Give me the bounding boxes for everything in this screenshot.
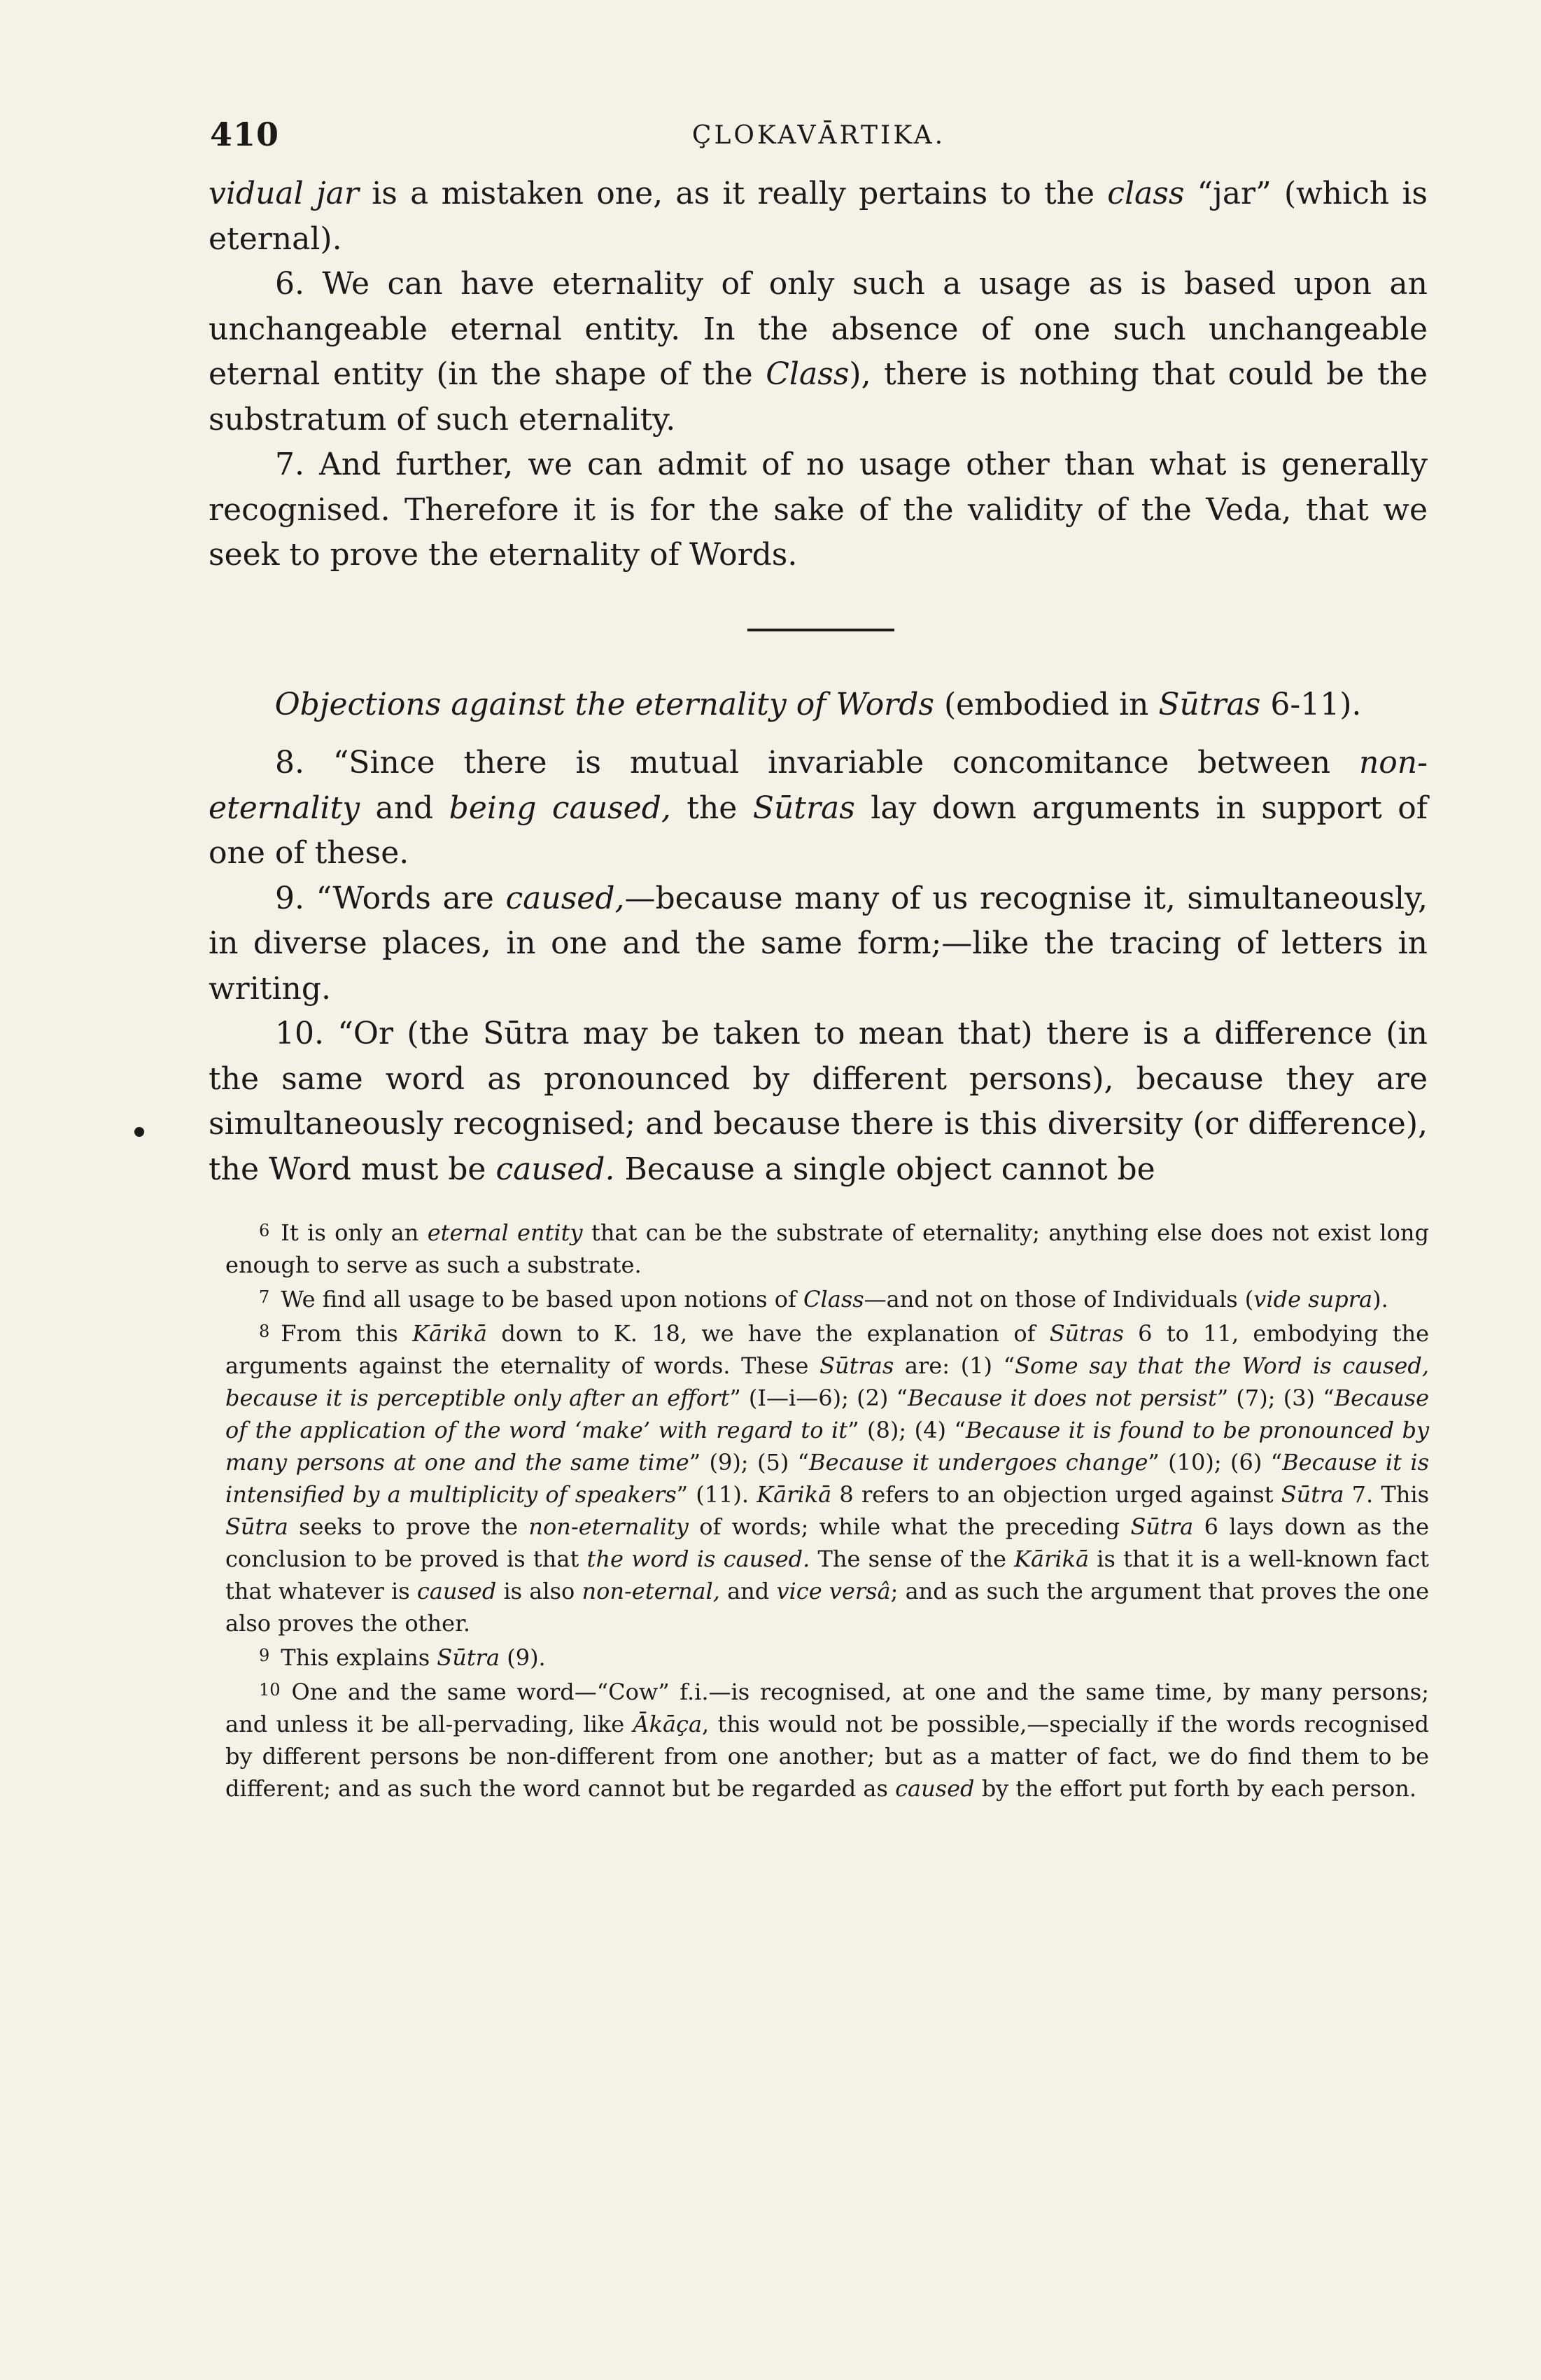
objections-text	[209, 741, 1428, 1192]
text-run: —and not on those of Individuals (	[864, 1286, 1254, 1312]
text-run: (9).	[500, 1644, 546, 1671]
text-run: seeks to prove the	[288, 1513, 529, 1540]
italic-text: Because it undergoes change	[809, 1449, 1148, 1476]
main-text	[209, 172, 1428, 578]
italic-text: caused.	[495, 1151, 615, 1187]
text-run: ” (9); (5) “	[689, 1449, 810, 1476]
italic-text: non-eternality	[209, 745, 1428, 826]
italic-text: Because of the application of the word ‘make’ with regard to it	[225, 1385, 1430, 1443]
running-title: ÇLOKAVĀRTIKA.	[691, 121, 946, 150]
footnote-7	[225, 1281, 1429, 1315]
italic-text: caused	[895, 1775, 975, 1802]
footnote-marker: 7	[259, 1287, 270, 1307]
paragraph-10	[209, 1011, 1428, 1192]
text-run: Because a single object cannot be	[614, 1151, 1155, 1187]
text-run: 10. “Or (the Sūtra may be taken to mean that) there is a difference (in the same word as pronounced by different persons), because they are simultaneously recognised; and because there is this diversity (or difference), the Word must be	[209, 1016, 1428, 1187]
italic-text: being caused,	[449, 790, 671, 826]
footnote-6	[225, 1214, 1429, 1281]
italic-text: class	[1107, 176, 1185, 211]
italic-text: Sūtra	[437, 1644, 500, 1671]
text-run: 9. “Words are	[275, 880, 506, 916]
footnotes	[225, 1214, 1429, 1805]
italic-text: the word is caused.	[586, 1546, 810, 1572]
text-run: and	[360, 790, 449, 826]
paragraph-continuation	[209, 172, 1428, 262]
italic-text: Sūtra	[1130, 1513, 1194, 1540]
text-run: —because many of us recognise it, simultaneously, in diverse places, in one and the same form;—like the tracing of letters in writing.	[209, 880, 1428, 1007]
footnote-text	[225, 1219, 1429, 1278]
text-run: is also	[496, 1578, 582, 1604]
italic-text: Some say that the Word is caused, because it is perceptible only after an effort	[225, 1352, 1430, 1411]
italic-text: vidual jar	[209, 176, 359, 211]
page-number: 410	[210, 115, 280, 153]
running-head	[210, 115, 1428, 158]
italic-text: caused	[416, 1578, 497, 1604]
italic-text: Kārikā	[412, 1320, 488, 1347]
text-run: (embodied in	[934, 687, 1159, 722]
italic-text: Kārikā	[1014, 1546, 1090, 1572]
italic-text: non-eternality	[528, 1513, 689, 1540]
footnote-marker: 10	[259, 1680, 281, 1700]
italic-text: Class	[803, 1286, 864, 1312]
italic-text: Ākāça	[633, 1711, 703, 1737]
italic-text: Sūtras	[752, 790, 855, 826]
text-run: “jar” (which is eternal).	[209, 176, 1428, 257]
italic-text: Sūtras	[1049, 1320, 1124, 1347]
text-run: The sense of the	[810, 1546, 1015, 1572]
italic-text: Sūtras	[1158, 687, 1261, 722]
footnote-8	[225, 1315, 1429, 1639]
italic-text: Sūtra	[1281, 1481, 1344, 1508]
text-run: lay down arguments in support of one of these.	[209, 790, 1428, 871]
italic-text: Because it is intensified by a multiplicity of speakers	[225, 1449, 1430, 1508]
footnote-text	[225, 1679, 1429, 1802]
text-run: One and the same word—“Cow” f.i.—is recognised, at one and the same time, by many persons; and unless it be all-pervading, like	[225, 1679, 1429, 1737]
section-heading	[209, 682, 1428, 727]
footnote-marker: 6	[259, 1221, 270, 1240]
section-divider	[747, 629, 894, 631]
text-run: that can be the substrate of eternality; anything else does not exist long enough to serve as such a substrate.	[225, 1219, 1430, 1278]
footnote-marker: 8	[259, 1322, 270, 1341]
text-run: ” (8); (4) “	[847, 1417, 966, 1443]
italic-text: Because it is found to be pronounced by many persons at one and the same time	[225, 1417, 1430, 1476]
paragraph-6	[209, 262, 1428, 442]
text-run: ” (I—i—6); (2) “	[729, 1385, 908, 1411]
italic-text: Sūtras	[819, 1352, 894, 1379]
footnote-9	[225, 1639, 1429, 1674]
text-run: 7. This	[1344, 1481, 1429, 1508]
text-run: are: (1) “	[894, 1352, 1015, 1379]
footnote-marker: 9	[259, 1646, 270, 1665]
text-run: 6 lays down as the conclusion to be proved is that	[225, 1513, 1430, 1572]
italic-text: non-eternal,	[582, 1578, 720, 1604]
footnote-text	[281, 1644, 545, 1671]
text-run: 6. We can have eternality of only such a usage as is based upon an unchangeable eternal entity. In the absence of one such unchangeable eternal entity (in the shape of the	[209, 266, 1428, 392]
italic-text: vice versâ	[776, 1578, 891, 1604]
text-run: This explains	[281, 1644, 437, 1671]
text-run: 6 to 11, embodying the arguments against the eternality of words. These	[225, 1320, 1429, 1379]
text-run: of words; while what the preceding	[688, 1513, 1131, 1540]
footnote-text	[225, 1320, 1429, 1637]
text-run: From this	[281, 1320, 413, 1347]
text-run: 8. “Since there is mutual invariable concomitance between	[275, 745, 1359, 780]
text-run: We find all usage to be based upon notions of	[281, 1286, 804, 1312]
paragraph-7	[209, 442, 1428, 578]
text-run: ).	[1372, 1286, 1388, 1312]
text-run: is that it is a well-known fact that whatever is	[225, 1546, 1430, 1604]
italic-text: eternal entity	[427, 1219, 583, 1246]
paragraph-9	[209, 876, 1428, 1012]
italic-text: Because it does not persist	[907, 1385, 1217, 1411]
margin-dot	[134, 1127, 144, 1137]
text-run: ” (7); (3) “	[1216, 1385, 1335, 1411]
text-run: , this would not be possible,—specially if the words recognised by different persons be non-different from one another; but as a matter of fact, we do find them to be different; and as such the word cannot but be regarded as	[225, 1711, 1429, 1802]
text-run: is a mistaken one, as it really pertains to the	[358, 176, 1108, 211]
text-run: and	[719, 1578, 777, 1604]
italic-text: Sūtra	[225, 1513, 288, 1540]
italic-text: Class	[766, 356, 850, 392]
text-run: 7. And further, we can admit of no usage other than what is generally recognised. Therefore it is for the sake of the validity of the Veda, that we seek to prove the eternality of Words.	[209, 447, 1428, 573]
italic-text: Kārikā	[757, 1481, 832, 1508]
paragraph-8	[209, 741, 1428, 876]
text-run: ), there is nothing that could be the substratum of such eternality.	[209, 356, 1428, 438]
text-run: down to K. 18, we have the explanation of	[487, 1320, 1050, 1347]
footnote-text	[281, 1286, 1388, 1312]
text-run: ; and as such the argument that proves the one also proves the other.	[225, 1578, 1430, 1637]
text-run: the	[670, 790, 753, 826]
italic-text: Objections against the eternality of Words	[274, 687, 934, 722]
italic-text: caused,	[505, 880, 625, 916]
text-run: 8 refers to an objection urged against	[831, 1481, 1281, 1508]
text-run: by the effort put forth by each person.	[974, 1775, 1417, 1802]
text-run: ” (10); (6) “	[1148, 1449, 1283, 1476]
italic-text: vide supra	[1253, 1286, 1373, 1312]
text-run: ” (11).	[676, 1481, 757, 1508]
footnote-10	[225, 1674, 1429, 1805]
text-run: It is only an	[281, 1219, 428, 1246]
text-run: 6-11).	[1260, 687, 1362, 722]
